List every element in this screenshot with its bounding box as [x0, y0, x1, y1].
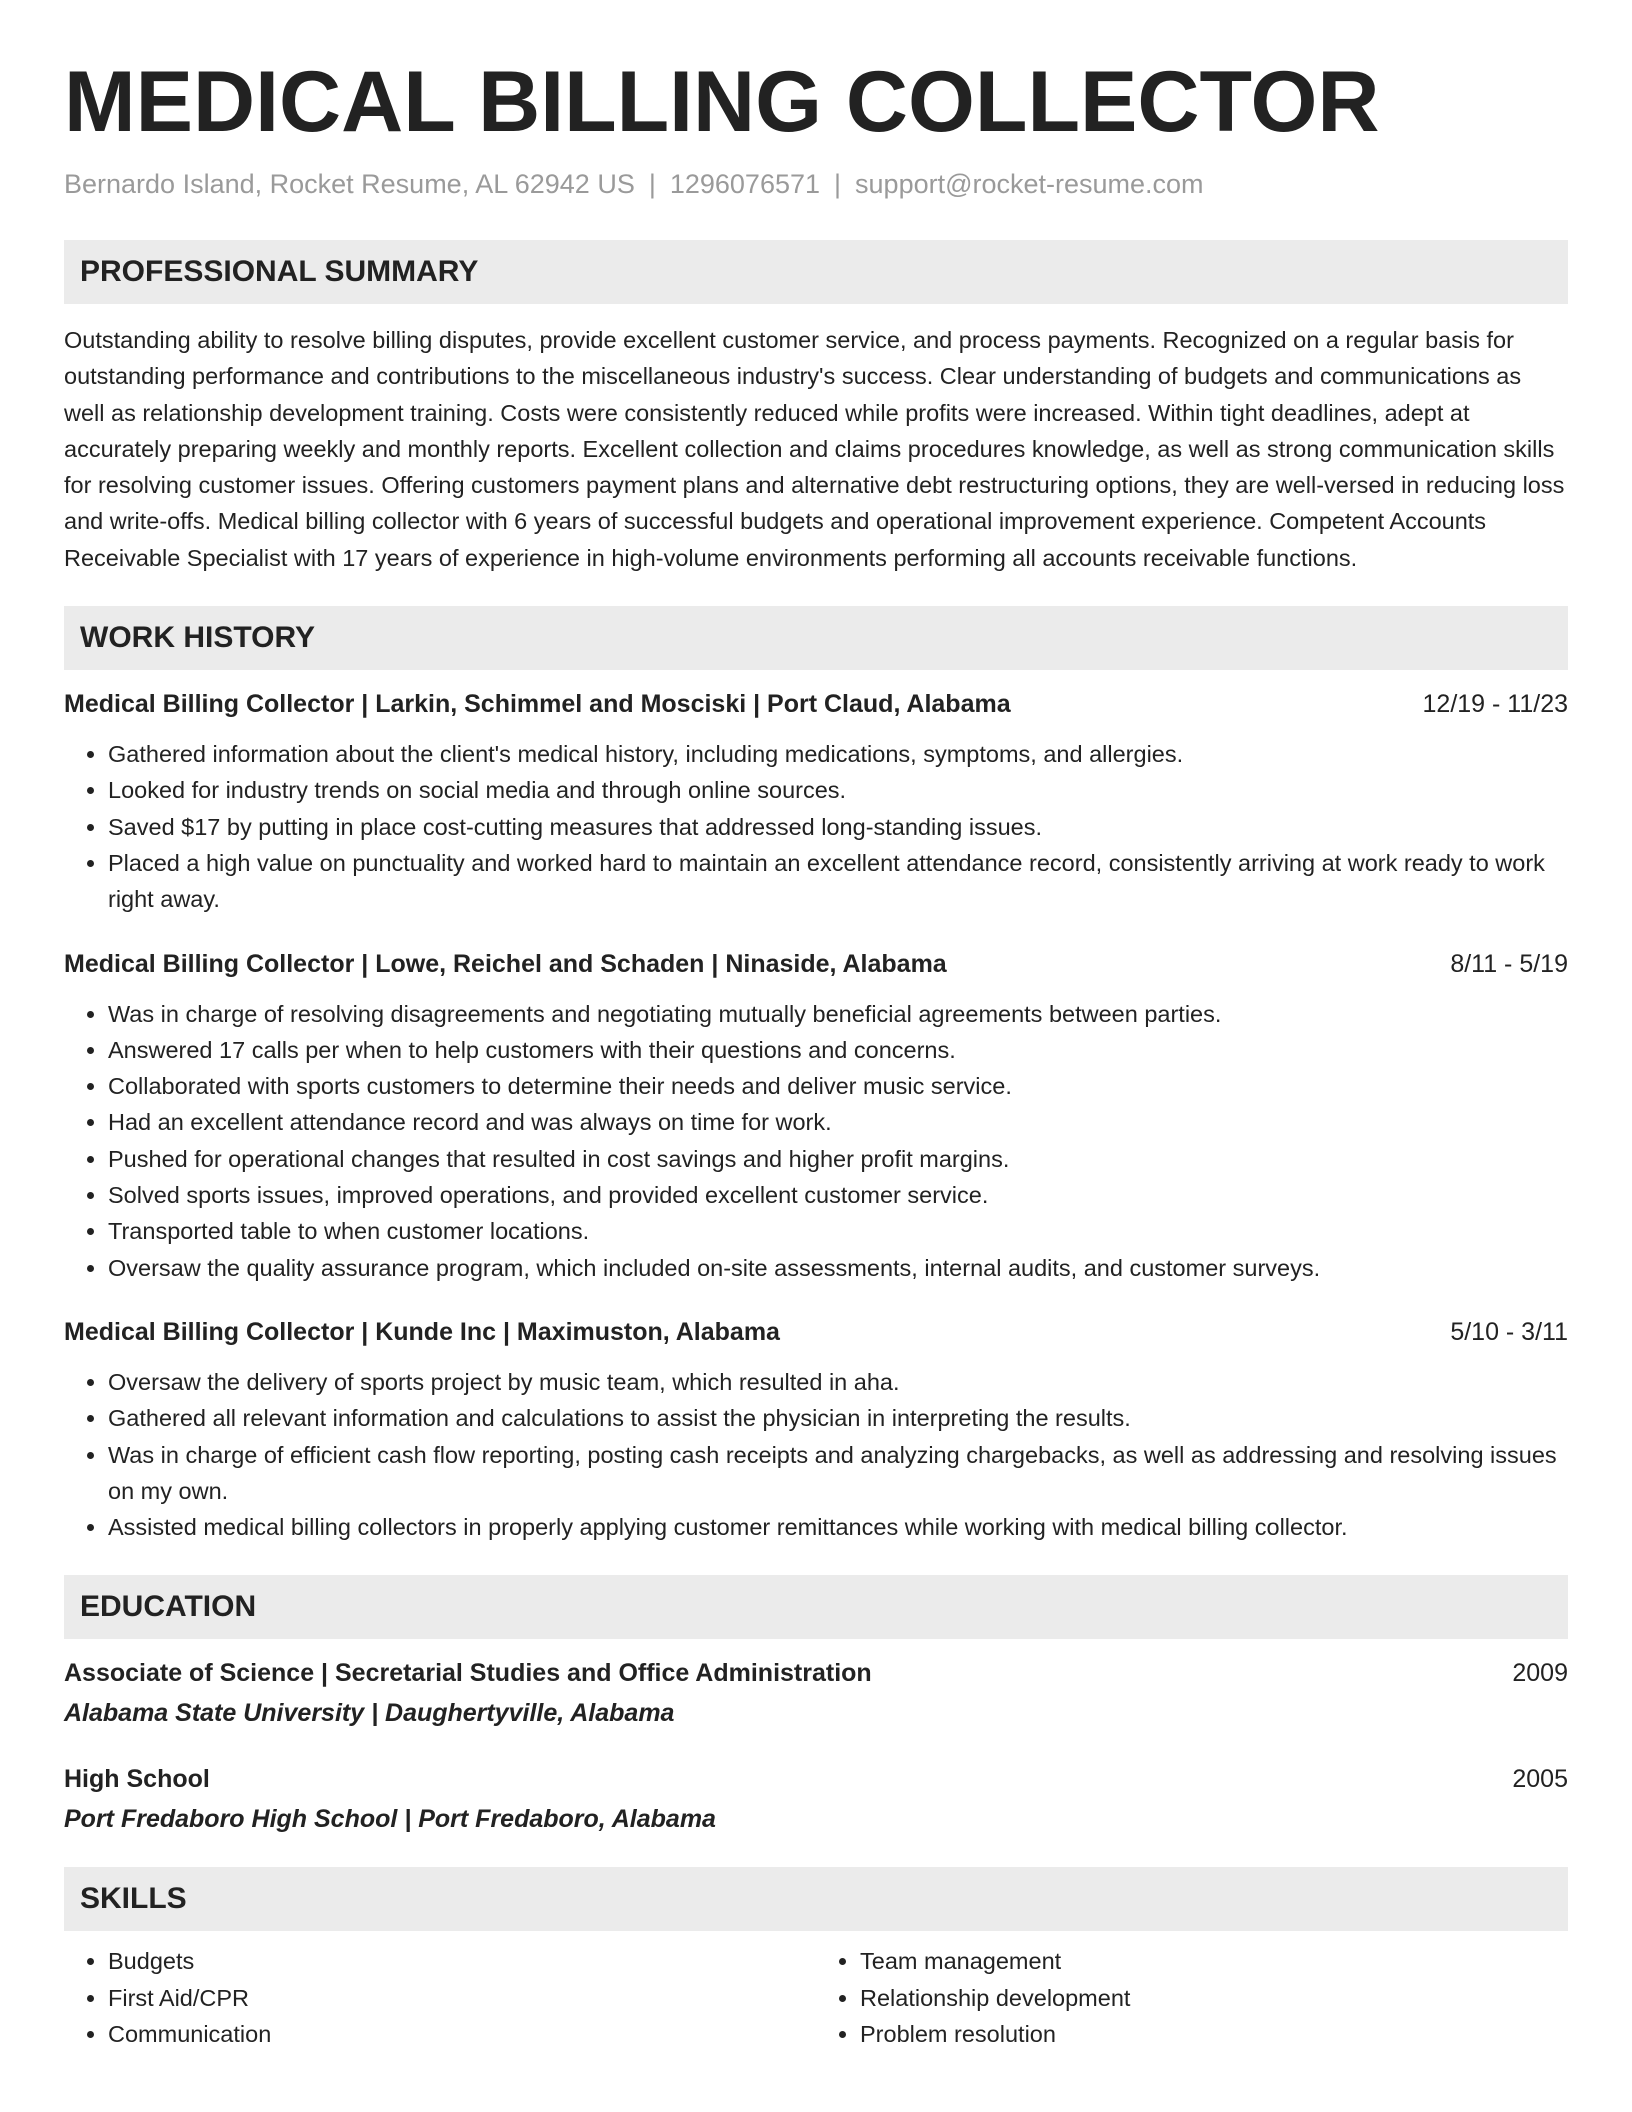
- skills-column-left: [64, 1943, 816, 2052]
- job-bullet: • Saved $17 by putting in place cost-cutting measures that addressed long-standing issues.: [108, 809, 1568, 845]
- job-bullet: • Assisted medical billing collectors in properly applying customer remittances while working with medical billing collector.: [108, 1509, 1568, 1545]
- job-bullet: • Was in charge of resolving disagreements and negotiating mutually beneficial agreements between parties.: [108, 996, 1568, 1032]
- job-entry: [64, 1314, 1568, 1545]
- education-school: Alabama State University | Daughertyville, Alabama: [64, 1699, 675, 1728]
- skill-item: • Team management: [860, 1943, 1568, 1979]
- job-header: [64, 686, 1568, 722]
- contact-phone: 1296076571: [669, 169, 821, 199]
- contact-address: Bernardo Island, Rocket Resume, AL 62942 US: [64, 169, 635, 199]
- education-school: Port Fredaboro High School | Port Fredaboro, Alabama: [64, 1805, 716, 1834]
- education-year: 2005: [1512, 1765, 1568, 1794]
- skills-list: [64, 1943, 1568, 2052]
- job-bullet: • Transported table to when customer locations.: [108, 1213, 1568, 1249]
- job-title: Medical Billing Collector | Kunde Inc | Maximuston, Alabama: [64, 1317, 780, 1346]
- skill-item: • Communication: [108, 2016, 816, 2052]
- education-entry: [64, 1761, 1568, 1837]
- education-degree: High School: [64, 1765, 210, 1794]
- job-bullet: • Pushed for operational changes that resulted in cost savings and higher profit margins.: [108, 1141, 1568, 1177]
- job-bullet: • Solved sports issues, improved operations, and provided excellent customer service.: [108, 1177, 1568, 1213]
- job-bullet: • Gathered information about the client's medical history, including medications, symptoms, and allergies.: [108, 736, 1568, 772]
- job-bullet: • Oversaw the delivery of sports project by music team, which resulted in aha.: [108, 1364, 1568, 1400]
- section-header-summary: PROFESSIONAL SUMMARY: [64, 240, 1568, 304]
- job-entry: [64, 946, 1568, 1286]
- job-bullet: • Answered 17 calls per when to help customers with their questions and concerns.: [108, 1032, 1568, 1068]
- job-dates: 5/10 - 3/11: [1450, 1317, 1568, 1346]
- resume-name: MEDICAL BILLING COLLECTOR: [64, 54, 1380, 150]
- job-bullet: • Was in charge of efficient cash flow reporting, posting cash receipts and analyzing chargebacks, as well as addressing and resolving issues on my own.: [108, 1437, 1568, 1510]
- education-year: 2009: [1512, 1659, 1568, 1688]
- job-title: Medical Billing Collector | Larkin, Schimmel and Mosciski | Port Claud, Alabama: [64, 690, 1011, 719]
- contact-line: [64, 166, 1568, 202]
- section-header-education: EDUCATION: [64, 1575, 1568, 1639]
- job-bullet: • Looked for industry trends on social media and through online sources.: [108, 772, 1568, 808]
- job-bullet: • Collaborated with sports customers to determine their needs and deliver music service.: [108, 1068, 1568, 1104]
- job-bullet: • Had an excellent attendance record and was always on time for work.: [108, 1104, 1568, 1140]
- job-bullets: [64, 996, 1568, 1286]
- skill-item: • Problem resolution: [860, 2016, 1568, 2052]
- contact-email: support@rocket-resume.com: [855, 169, 1204, 199]
- education-header: [64, 1655, 1568, 1691]
- contact-separator: |: [834, 169, 842, 199]
- skill-item: • Relationship development: [860, 1980, 1568, 2016]
- skill-item: • First Aid/CPR: [108, 1980, 816, 2016]
- job-title: Medical Billing Collector | Lowe, Reichel and Schaden | Ninaside, Alabama: [64, 949, 947, 978]
- summary-text: Outstanding ability to resolve billing disputes, provide excellent customer service, and process payments. Recognized on a regular basis for outstanding performance and contributions to the miscellaneous industry's success. Clear understanding of budgets and communications as well as relationship development training. Costs were consistently reduced while profits were increased. Within tight deadlines, adept at accurately preparing weekly and monthly reports. Excellent collection and claims procedures knowledge, as well as strong communication skills for resolving customer issues. Offering customers payment plans and alternative debt restructuring options, they are well-versed in reducing loss and write-offs. Medical billing collector with 6 years of successful budgets and operational improvement experience. Competent Accounts Receivable Specialist with 17 years of experience in high-volume environments performing all accounts receivable functions.: [64, 327, 1565, 571]
- job-entry: [64, 686, 1568, 917]
- job-bullet: • Placed a high value on punctuality and worked hard to maintain an excellent attendance record, consistently arriving at work ready to work right away.: [108, 845, 1568, 918]
- job-header: [64, 946, 1568, 982]
- job-bullet: • Oversaw the quality assurance program, which included on-site assessments, internal audits, and customer surveys.: [108, 1250, 1568, 1286]
- job-header: [64, 1314, 1568, 1350]
- job-bullets: [64, 1364, 1568, 1545]
- contact-separator: |: [648, 169, 656, 199]
- education-degree: Associate of Science | Secretarial Studies and Office Administration: [64, 1659, 872, 1688]
- section-header-work-history: WORK HISTORY: [64, 606, 1568, 670]
- job-bullet: • Gathered all relevant information and calculations to assist the physician in interpreting the results.: [108, 1400, 1568, 1436]
- job-dates: 8/11 - 5/19: [1450, 949, 1568, 978]
- skill-item: • Budgets: [108, 1943, 816, 1979]
- section-header-skills: SKILLS: [64, 1867, 1568, 1931]
- education-header: [64, 1761, 1568, 1797]
- job-bullets: [64, 736, 1568, 917]
- skills-column-right: [816, 1943, 1568, 2052]
- education-entry: [64, 1655, 1568, 1731]
- job-dates: 12/19 - 11/23: [1422, 690, 1568, 719]
